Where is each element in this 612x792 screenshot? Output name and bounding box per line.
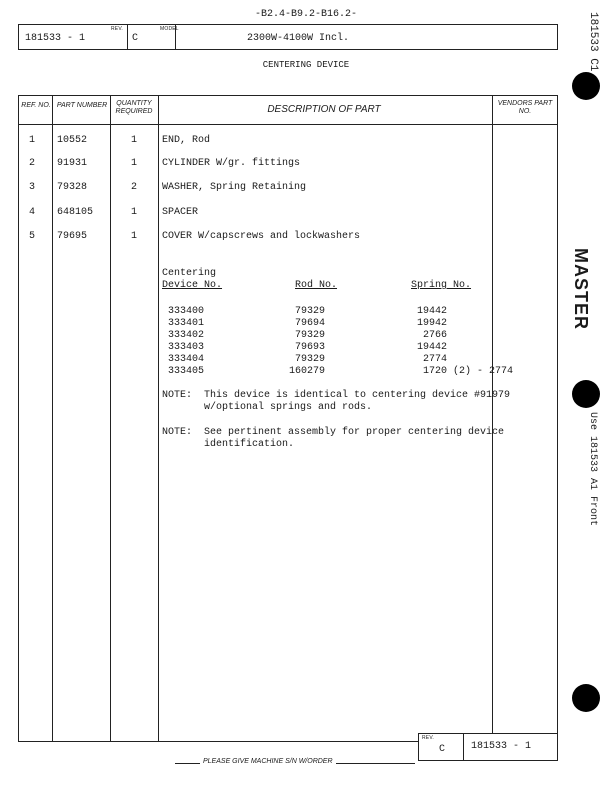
header-box [18,24,558,50]
punch-hole-icon [572,684,600,712]
note-text: This device is identical to centering device #91979 [204,390,511,401]
footer-rev-value: C [439,744,446,755]
device-no: 333404 [168,354,205,365]
col-part-number: PART NUMBER [56,102,108,109]
master-stamp: MASTER [571,248,591,330]
margin-top-code: 181533 C1 [587,12,599,72]
header-divider [127,25,128,49]
row-desc: END, Rod [162,135,211,146]
row-part: 91931 [57,158,88,169]
header-rule [19,124,557,125]
row-desc: SPACER [162,207,199,218]
col-ref-no: REF. NO. [21,102,51,109]
row-ref: 5 [29,231,36,242]
device-no: 333401 [168,318,205,329]
model-value: 2300W-4100W Incl. [247,33,350,44]
model-label: MODEL [160,26,179,32]
rod-no: 79329 [295,306,326,317]
row-part: 79695 [57,231,88,242]
row-ref: 3 [29,182,36,193]
row-ref: 1 [29,135,36,146]
row-qty: 1 [131,158,138,169]
device-no: 333402 [168,330,205,341]
row-part: 648105 [57,207,94,218]
header-code: -B2.4-B9.2-B16.2- [254,9,358,20]
note-text: w/optional springs and rods. [204,402,373,413]
rod-no: 79693 [295,342,326,353]
note-text: identification. [204,439,295,450]
row-qty: 2 [131,182,138,193]
footer-box [418,733,558,761]
device-no: 333405 [168,366,205,377]
col-quantity: QUANTITY REQUIRED [115,100,153,115]
rod-no: 79329 [295,354,326,365]
note-label: NOTE: [162,427,193,438]
row-qty: 1 [131,207,138,218]
column-divider [492,96,493,741]
subtable-head-centering: Centering [162,268,217,279]
note-label: NOTE: [162,390,193,401]
row-qty: 1 [131,231,138,242]
column-divider [52,96,53,741]
footer-note: PLEASE GIVE MACHINE S/N W/ORDER [200,758,336,765]
parts-table [18,95,558,742]
subtable-head-rod: Rod No. [295,280,338,291]
spring-no: 1720 (2) - 2774 [423,366,514,377]
footer-divider [463,734,464,760]
rev-label: REV. [111,26,124,32]
device-no: 333400 [168,306,205,317]
page-title: CENTERING DEVICE [262,60,350,70]
part-id: 181533 - 1 [25,33,86,44]
footer-rev-label: REV. [422,735,435,741]
column-divider [110,96,111,741]
row-desc: CYLINDER W/gr. fittings [162,158,301,169]
note-text: See pertinent assembly for proper centering device [204,427,505,438]
row-ref: 4 [29,207,36,218]
subtable-head-device: Device No. [162,280,223,291]
punch-hole-icon [572,380,600,408]
footer-part-id: 181533 - 1 [471,741,532,752]
row-desc: COVER W/capscrews and lockwashers [162,231,361,242]
row-part: 79328 [57,182,88,193]
spring-no: 19942 [417,318,448,329]
rev-value: C [132,33,139,44]
spring-no: 2766 [423,330,448,341]
subtable-head-spring: Spring No. [411,280,472,291]
column-divider [158,96,159,741]
spring-no: 19442 [417,306,448,317]
device-no: 333403 [168,342,205,353]
margin-side-note: Use 181533 A1 Front [587,412,598,527]
row-part: 10552 [57,135,88,146]
spring-no: 2774 [423,354,448,365]
col-vendors: VENDORS PART NO. [497,100,553,115]
rod-no: 79329 [295,330,326,341]
row-desc: WASHER, Spring Retaining [162,182,307,193]
row-ref: 2 [29,158,36,169]
row-qty: 1 [131,135,138,146]
rod-no: 79694 [295,318,326,329]
punch-hole-icon [572,72,600,100]
rod-no: 160279 [289,366,326,377]
spring-no: 19442 [417,342,448,353]
col-description: DESCRIPTION OF PART [267,104,381,115]
